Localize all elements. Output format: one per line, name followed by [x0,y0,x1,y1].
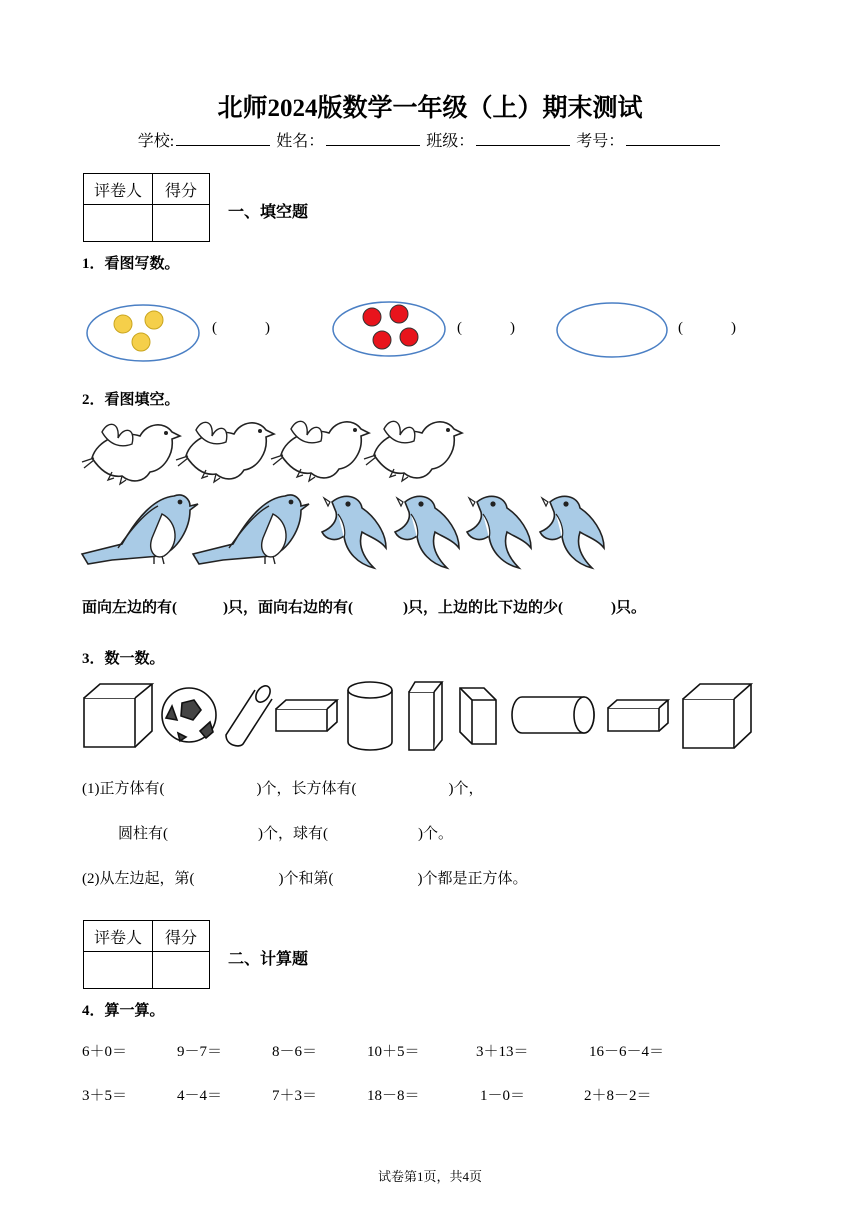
tall-cuboid-shape [409,682,442,750]
calc-item[interactable]: 4－4＝ [177,1088,223,1104]
grader-header: 评卷人 [84,174,153,205]
cube-shape [683,684,751,748]
calc-item[interactable]: 2＋8－2＝ [584,1088,652,1104]
answer-paren-1[interactable]: ( ) [212,320,270,336]
calc-item[interactable]: 18－8＝ [367,1088,420,1104]
question-2-title: 2．看图填空。 [82,392,180,408]
grader-cell[interactable] [84,952,153,989]
soccer-ball-shape [162,688,216,742]
calc-item[interactable]: 3＋13＝ [476,1044,529,1060]
tilted-cylinder-shape [226,683,273,746]
calc-item[interactable]: 8－6＝ [272,1044,318,1060]
answer-paren-3[interactable]: ( ) [678,320,736,336]
calc-item[interactable]: 10＋5＝ [367,1044,420,1060]
calc-item[interactable]: 9－7＝ [177,1044,223,1060]
question-3-title: 3．数一数。 [82,651,165,667]
score-header: 得分 [153,921,210,952]
answer-paren-2[interactable]: ( ) [457,320,515,336]
horizontal-cylinder-shape [512,697,594,733]
score-table-2 [83,920,210,989]
calc-item[interactable]: 6＋0＝ [82,1044,128,1060]
calc-item[interactable]: 3＋5＝ [82,1088,128,1104]
calc-item[interactable]: 1－0＝ [480,1088,526,1104]
name-label: 姓名： [276,133,325,150]
cube-shape [84,684,152,747]
question-1-title: 1．看图写数。 [82,256,180,272]
number-label: 考号： [576,133,625,150]
page-title: 北师2024版数学一年级（上）期末测试 [217,95,643,122]
score-header: 得分 [153,174,210,205]
q3-line-3: (2)从左边起，第( )个和第( )个都是正方体。 [82,871,528,887]
calc-item[interactable]: 7＋3＝ [272,1088,318,1104]
question-4-title: 4．算一算。 [82,1003,165,1019]
cylinder-shape [348,682,392,750]
class-label: 班级： [426,133,475,150]
flat-cuboid-shape [276,700,337,731]
school-label: 学校: [137,133,175,150]
q2-sentence: 面向左边的有( )只，面向右边的有( )只，上边的比下边的少( )只。 [82,600,646,616]
q3-line-2: 圆柱有( )个，球有( )个。 [118,826,453,842]
section-title: 二、计算题 [228,951,309,968]
section-title: 一、填空题 [228,204,309,221]
flat-cuboid-shape [608,700,668,731]
grader-header: 评卷人 [84,921,153,952]
q3-line-1: (1)正方体有( )个，长方体有( )个， [82,781,484,797]
page-footer: 试卷第1页，共4页 [377,1169,482,1184]
cuboid-shape [460,688,496,744]
score-cell[interactable] [153,952,210,989]
calc-item[interactable]: 16－6－4＝ [589,1044,665,1060]
